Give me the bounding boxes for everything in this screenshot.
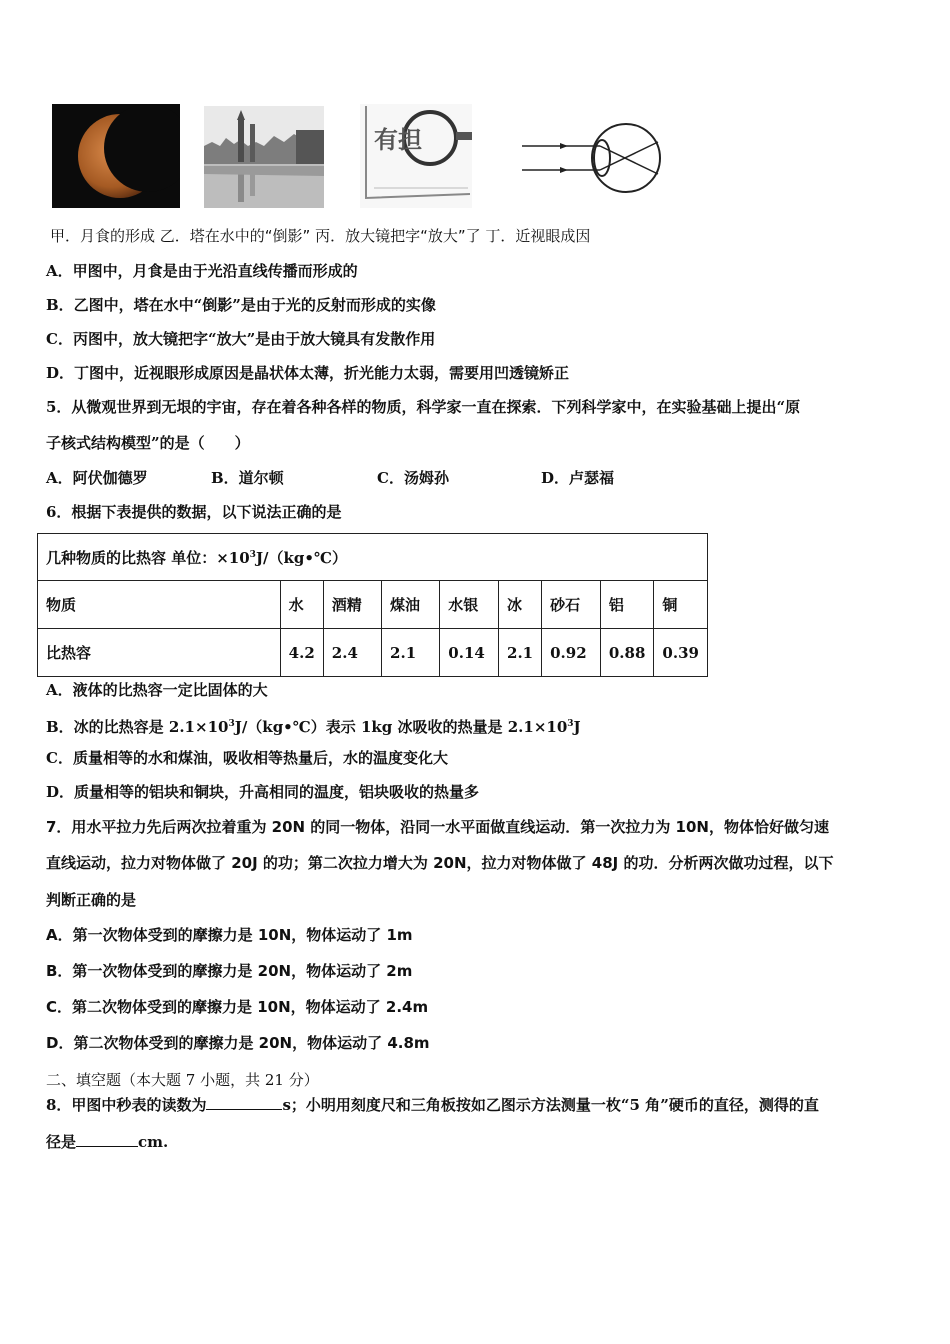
table-cell: 铜	[654, 581, 708, 629]
table-cell: 2.4	[323, 629, 381, 677]
q6-option-c: C．质量相等的水和煤油，吸收相等热量后，水的温度变化大	[46, 749, 448, 767]
q7-option-d: D．第二次物体受到的摩擦力是 20N，物体运动了 4.8m	[46, 1034, 430, 1052]
tower-reflection-photo	[204, 106, 324, 208]
table-cell: 0.88	[600, 629, 654, 677]
figure-row	[52, 104, 672, 212]
q7-stem-line3: 判断正确的是	[46, 891, 137, 909]
table-data-row	[38, 629, 708, 677]
table-cell: 物质	[38, 581, 281, 629]
q6-option-a: A．液体的比热容一定比固体的大	[46, 681, 268, 699]
q7-stem-line1: 7．用水平拉力先后两次拉着重为 20N 的同一物体，沿同一水平面做直线运动．第一次拉力为 10N，物体恰好做匀速	[46, 818, 829, 836]
table-cell: 比热容	[38, 629, 281, 677]
q5-option-b: B．道尔顿	[211, 469, 284, 487]
table-cell: 2.1	[382, 629, 440, 677]
table-cell: 2.1	[499, 629, 542, 677]
table-cell: 煤油	[382, 581, 440, 629]
table-cell: 0.92	[542, 629, 601, 677]
magnifier-photo	[360, 104, 472, 208]
table-cell: 水	[280, 581, 323, 629]
magnifier-text: 有担	[374, 126, 422, 154]
table-cell: 砂石	[542, 581, 601, 629]
table-title: 几种物质的比热容 单位：$\times 10^3J/(kg•℃)$	[38, 534, 708, 581]
q6-option-b: B．冰的比热容是 $2.1\times 10^3J/(kg•℃)$表示 1kg 冰吸收的热量是 $2.1\times 10^3J$	[46, 718, 581, 736]
moon-eclipse-photo	[52, 104, 180, 208]
q7-stem-line2: 直线运动，拉力对物体做了 20J 的功；第二次拉力增大为 20N，拉力对物体做了 48J 的功．分析两次做功过程，以下	[46, 854, 834, 872]
table-header-row	[38, 581, 708, 629]
table-cell: 水银	[440, 581, 499, 629]
q4-option-b: B．乙图中，塔在水中“倒影”是由于光的反射而形成的实像	[46, 296, 436, 314]
q5-option-a: A．阿伏伽德罗	[46, 469, 148, 487]
answer-blank[interactable]	[76, 1132, 138, 1147]
q5-stem-line2: 子核式结构模型”的是（ ）	[46, 434, 250, 452]
answer-blank[interactable]	[206, 1095, 282, 1110]
table-cell: 4.2	[280, 629, 323, 677]
table-cell: 酒精	[323, 581, 381, 629]
q7-option-b: B．第一次物体受到的摩擦力是 20N，物体运动了 2m	[46, 962, 413, 980]
q5-option-d: D．卢瑟福	[541, 469, 615, 487]
table-cell: 铝	[600, 581, 654, 629]
table-cell: 0.14	[440, 629, 499, 677]
q7-option-a: A．第一次物体受到的摩擦力是 10N，物体运动了 1m	[46, 926, 413, 944]
table-cell: 冰	[499, 581, 542, 629]
myopia-eye-diagram	[522, 118, 672, 202]
figure-caption: 甲．月食的形成 乙．塔在水中的“倒影” 丙．放大镜把字“放大”了 丁．近视眼成因	[50, 227, 591, 245]
q6-stem: 6．根据下表提供的数据，以下说法正确的是	[46, 503, 342, 521]
q8-line1: 8．甲图中秒表的读数为 s；小明用刻度尺和三角板按如乙图示方法测量一枚“5 角”硬币的直径，测得的直	[46, 1096, 819, 1114]
section-heading: 二、填空题（本大题 7 小题，共 21 分）	[46, 1071, 319, 1089]
q7-option-c: C．第二次物体受到的摩擦力是 10N，物体运动了 2.4m	[46, 998, 429, 1016]
q4-option-d: D．丁图中，近视眼形成原因是晶状体太薄，折光能力太弱，需要用凹透镜矫正	[46, 364, 570, 382]
q6-option-d: D．质量相等的铝块和铜块，升高相同的温度，铝块吸收的热量多	[46, 783, 480, 801]
q8-line2: 径是 cm.	[46, 1133, 169, 1151]
q4-option-c: C．丙图中，放大镜把字“放大”是由于放大镜具有发散作用	[46, 330, 436, 348]
specific-heat-table	[37, 533, 708, 677]
q5-option-c: C．汤姆孙	[377, 469, 449, 487]
table-cell: 0.39	[654, 629, 708, 677]
q4-option-a: A．甲图中，月食是由于光沿直线传播而形成的	[46, 262, 358, 280]
q5-stem-line1: 5．从微观世界到无垠的宇宙，存在着各种各样的物质，科学家一直在探索．下列科学家中，在实验基础上提出“原	[46, 398, 801, 416]
